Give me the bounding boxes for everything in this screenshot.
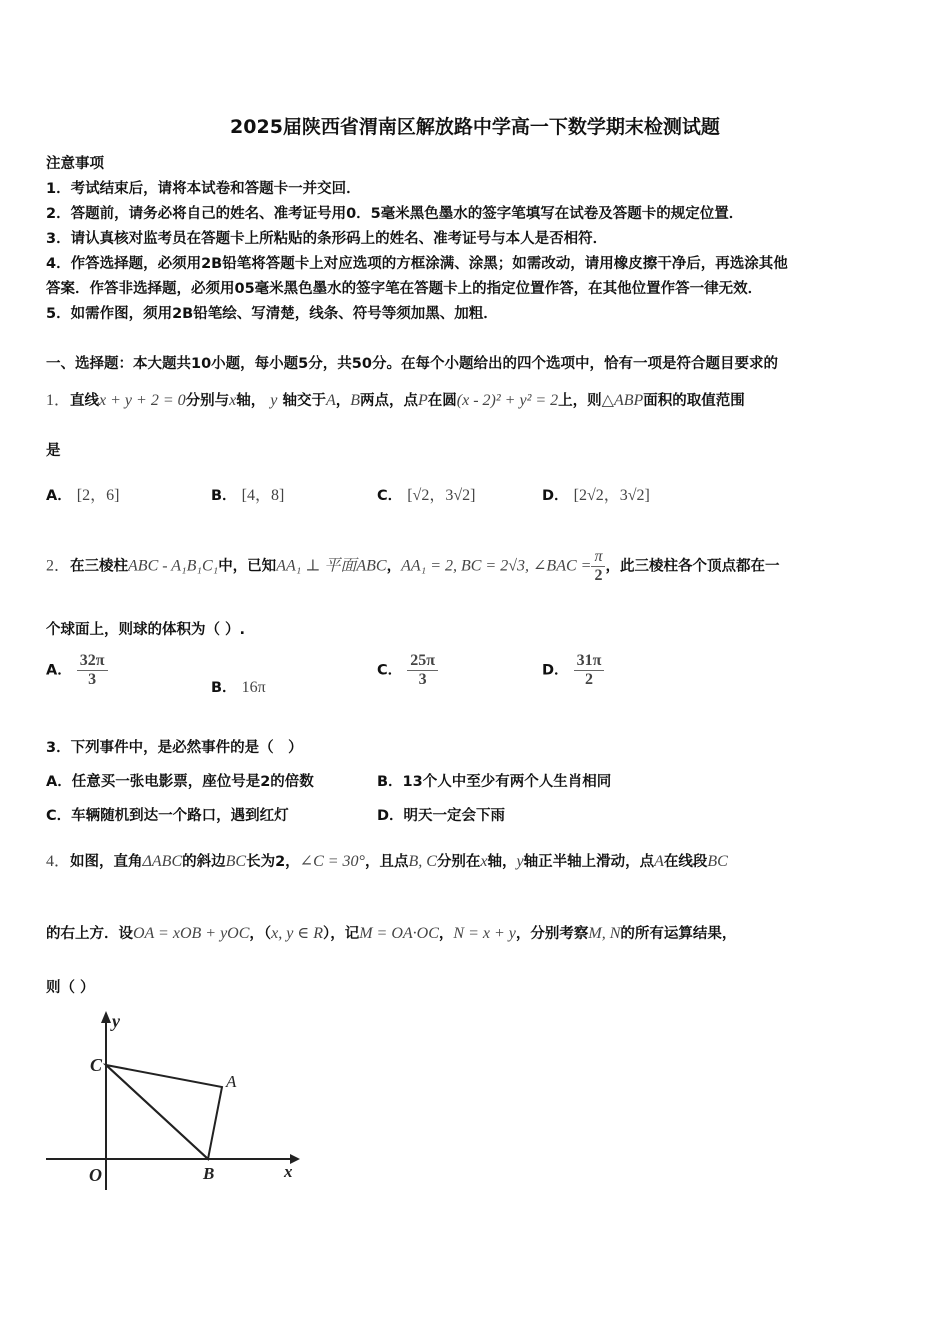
notice-item-4: 4．作答选择题，必须用2B铅笔将答题卡上对应选项的方框涂满、涂黑；如需改动，请用橡皮擦干净后，再选涂其他 bbox=[46, 256, 788, 272]
q2-fraction: $\frac{\pi}{2}$ bbox=[591, 548, 605, 585]
notice-item-5: 5．如需作图，须用2B铅笔绘、写清楚，线条、符号等须加黑、加粗． bbox=[46, 306, 498, 322]
q4-number: 4． bbox=[46, 853, 71, 870]
q2-text: 在三棱柱 bbox=[70, 558, 129, 575]
q1-text: ， bbox=[335, 393, 351, 409]
question-3: 3．下列事件中，是必然事件的是（ ） bbox=[46, 740, 303, 756]
q1-math: △ABP bbox=[601, 392, 644, 409]
label-x: x bbox=[284, 1162, 293, 1181]
q4-text: 的斜边 bbox=[182, 854, 226, 870]
q1-math: A bbox=[325, 392, 336, 409]
q4-text: 轴， bbox=[487, 854, 517, 870]
q4-line-2 bbox=[46, 922, 736, 943]
q1-option-a: A． [2，6] bbox=[46, 487, 120, 504]
q3-option-d: D．明天一定会下雨 bbox=[377, 808, 506, 824]
q1-text: 两点，点 bbox=[360, 393, 419, 409]
q2-text: ，此三棱柱各个顶点都在一 bbox=[605, 558, 780, 575]
q2-math: AA₁ ⊥ 平面ABC bbox=[276, 557, 387, 575]
q4-math: ΔABC bbox=[142, 853, 183, 870]
question-1 bbox=[46, 387, 745, 410]
q2-continued: 个球面上，则球的体积为（ ）. bbox=[46, 622, 246, 638]
label-b: B bbox=[203, 1164, 215, 1183]
q4-line-3: 则（ ） bbox=[46, 980, 95, 996]
q1-option-c: C． [√2，3√2] bbox=[377, 487, 476, 504]
q4-text: 长为2， bbox=[246, 854, 300, 870]
q2-text: ， bbox=[386, 558, 402, 575]
label-a: A bbox=[226, 1072, 237, 1091]
q1-math: y bbox=[270, 392, 278, 409]
q4-text: 在线段 bbox=[663, 854, 708, 870]
label-y: y bbox=[112, 1011, 120, 1031]
q4-math: y bbox=[516, 853, 524, 870]
q1-math: x + y + 2 = 0 bbox=[99, 392, 186, 409]
q4-text: ，且点 bbox=[364, 854, 409, 870]
notice-item-3: 3．请认真核对监考员在答题卡上所粘贴的条形码上的姓名、准考证号与本人是否相符． bbox=[46, 231, 608, 247]
q1-text: 分别与 bbox=[185, 393, 230, 409]
q4-text: 分别在 bbox=[436, 854, 481, 870]
q2-option-c: C． $\frac{25\pi}{3}$ bbox=[377, 652, 438, 689]
notice-item-1: 1．考试结束后，请将本试卷和答题卡一并交回． bbox=[46, 181, 361, 197]
q2-option-b: B． 16π bbox=[211, 679, 266, 696]
question-4 bbox=[46, 848, 728, 871]
q4-text: ，分别考察 bbox=[515, 926, 589, 942]
q1-option-d: D． [2√2，3√2] bbox=[542, 487, 650, 504]
q3-option-a: A．任意买一张电影票，座位号是2的倍数 bbox=[46, 774, 314, 790]
q1-text: 轴交于 bbox=[282, 393, 326, 409]
q1-math: B bbox=[350, 392, 361, 409]
q1-math: x bbox=[229, 392, 237, 409]
q1-text: 面积的取值范围 bbox=[643, 393, 745, 409]
q3-option-c: C．车辆随机到达一个路口，遇到红灯 bbox=[46, 808, 289, 824]
q4-math: BC bbox=[707, 853, 728, 870]
q1-math: (x - 2)² + y² = 2 bbox=[456, 392, 559, 409]
q4-text: 的所有运算结果， bbox=[620, 926, 737, 942]
q2-number: 2． bbox=[46, 557, 71, 575]
q2-math: AA₁ = 2, BC = 2√3, ∠BAC = bbox=[401, 557, 592, 575]
notice-item-2: 2．答题前，请务必将自己的姓名、准考证号用0．5毫米黑色墨水的签字笔填写在试卷及答题卡的规定位置． bbox=[46, 206, 744, 222]
section-heading: 一、选择题：本大题共10小题，每小题5分，共50分。在每个小题给出的四个选项中，恰有一项是符合题目要求的 bbox=[46, 356, 778, 372]
q4-text: 轴正半轴上滑动，点 bbox=[523, 854, 655, 870]
question-2 bbox=[46, 548, 779, 585]
q1-continued: 是 bbox=[46, 443, 61, 459]
page-title: 2025届陕西省渭南区解放路中学高一下数学期末检测试题 bbox=[230, 116, 720, 138]
triangle-abc bbox=[106, 1065, 222, 1159]
label-o: O bbox=[89, 1165, 102, 1185]
q1-text: 轴， bbox=[236, 393, 266, 409]
notice-heading: 注意事项 bbox=[46, 156, 104, 172]
q3-option-b: B．13个人中至少有两个人生肖相同 bbox=[377, 774, 612, 790]
notice-item-4-cont: 答案．作答非选择题，必须用05毫米黑色墨水的签字笔在答题卡上的指定位置作答，在其他位置作答一律无效． bbox=[46, 281, 763, 297]
q4-math: x, y ∈ R bbox=[271, 925, 323, 942]
q4-math: N = x + y bbox=[453, 925, 516, 942]
q1-math: P bbox=[418, 392, 428, 409]
q4-text: ，（ bbox=[249, 926, 272, 942]
q4-text: 如图，直角 bbox=[70, 854, 143, 870]
segment-cb bbox=[106, 1065, 208, 1159]
q2-option-d: D． $\frac{31\pi}{2}$ bbox=[542, 652, 604, 689]
q4-figure bbox=[40, 1005, 300, 1195]
q4-math: M = OA·OC bbox=[359, 925, 439, 942]
q4-math: A bbox=[654, 853, 664, 870]
q2-option-a: A． $\frac{32\pi}{3}$ bbox=[46, 652, 108, 689]
y-arrow-icon bbox=[101, 1011, 111, 1023]
q2-text: 中，已知 bbox=[218, 558, 277, 575]
q1-number: 1． bbox=[46, 392, 71, 409]
q1-text: 上，则 bbox=[558, 393, 602, 409]
q1-text: 直线 bbox=[70, 393, 100, 409]
q4-text: 的右上方．设 bbox=[46, 926, 133, 942]
q4-text: ， bbox=[438, 926, 454, 942]
q4-math: OA = xOB + yOC bbox=[133, 925, 250, 942]
q1-text: 在圆 bbox=[427, 393, 457, 409]
q4-math: B, C bbox=[408, 853, 437, 870]
q4-math: M, N bbox=[588, 925, 621, 942]
q4-math: BC bbox=[225, 853, 247, 870]
label-c: C bbox=[90, 1055, 103, 1075]
q4-math: ∠C = 30° bbox=[299, 853, 365, 870]
q4-math: x bbox=[480, 853, 488, 870]
q2-math: ABC - A₁B₁C₁ bbox=[128, 557, 219, 575]
q4-text: ），记 bbox=[322, 926, 360, 942]
q1-option-b: B． [4，8] bbox=[211, 487, 285, 504]
